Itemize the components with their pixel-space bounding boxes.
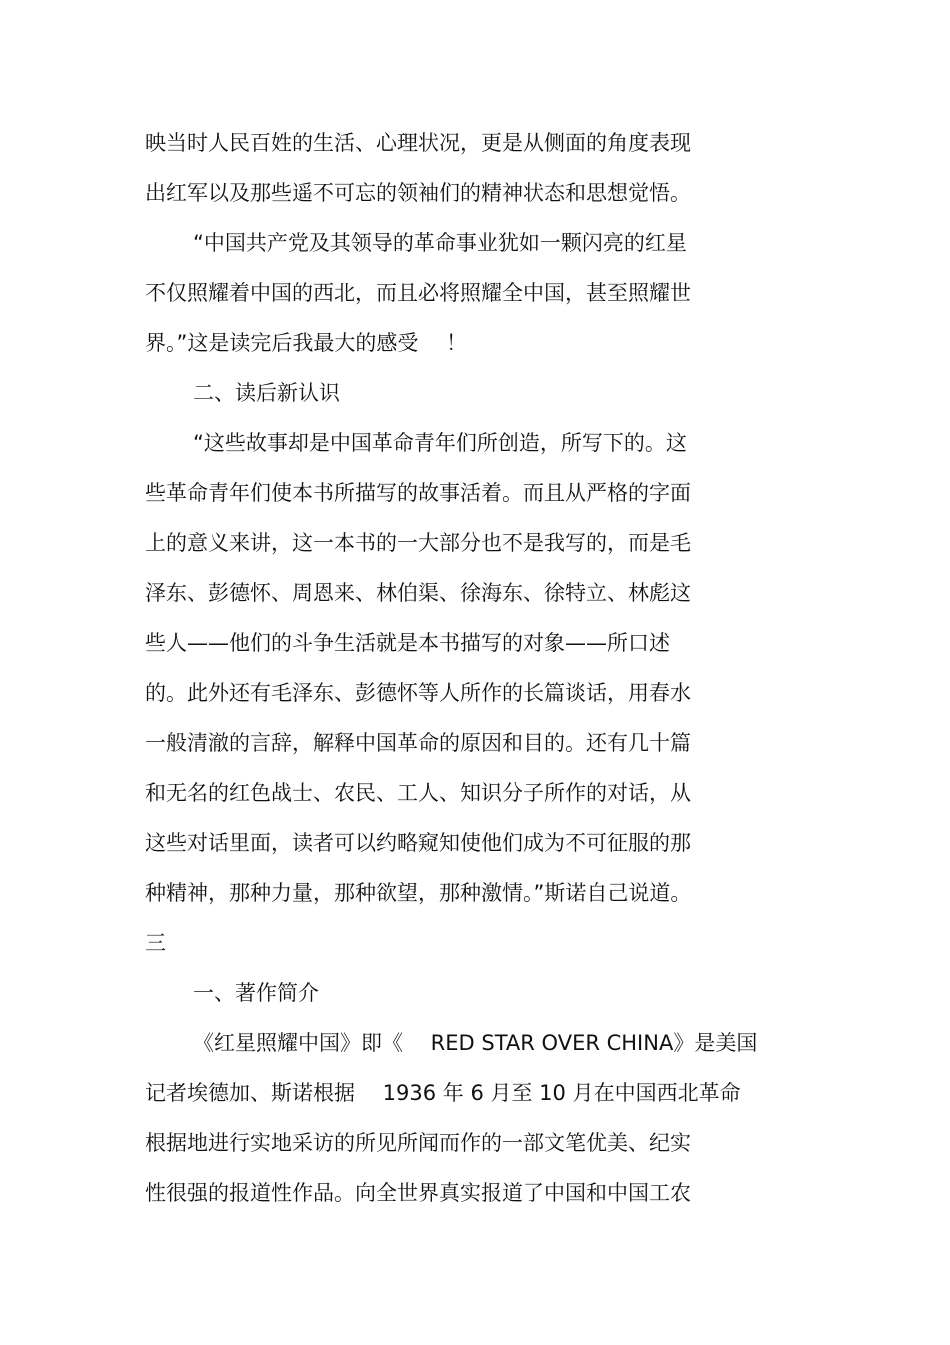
text-line: 种精神，那种力量，那种欲望，那种激情。”斯诺自己说道。 [145,881,692,905]
text-line: 界。”这是读完后我最大的感受 ！ [145,331,468,355]
text-line: 泽东、彭德怀、周恩来、林伯渠、徐海东、徐特立、林彪这 [145,581,691,605]
text-line: 性很强的报道性作品。向全世界真实报道了中国和中国工农 [145,1181,691,1205]
text-line: 些人——他们的斗争生活就是本书描写的对象——所口述 [145,631,670,655]
text-line: 记者埃德加、斯诺根据 1936 年 6 月至 10 月在中国西北革命 [145,1081,741,1105]
text-line: 映当时人民百姓的生活、心理状况，更是从侧面的角度表现 [145,131,691,155]
quote-line: “中国共产党及其领导的革命事业犹如一颗闪亮的红星 [193,231,687,255]
text-line: 这些对话里面，读者可以约略窥知使他们成为不可征服的那 [145,831,691,855]
section-heading: 二、读后新认识 [193,381,340,405]
text-line: 上的意义来讲，这一本书的一大部分也不是我写的，而是毛 [145,531,691,555]
text-line: 不仅照耀着中国的西北，而且必将照耀全中国，甚至照耀世 [145,281,691,305]
quote-line: “这些故事却是中国革命青年们所创造，所写下的。这 [193,431,687,455]
text-line: 和无名的红色战士、农民、工人、知识分子所作的对话，从 [145,781,691,805]
section-heading: 一、著作简介 [193,981,319,1005]
text-line: 的。此外还有毛泽东、彭德怀等人所作的长篇谈话，用春水 [145,681,691,705]
text-line: 出红军以及那些遥不可忘的领袖们的精神状态和思想觉悟。 [145,181,691,205]
text-line: 《红星照耀中国》即《 RED STAR OVER CHINA》是美国 [193,1031,758,1055]
text-line: 一般清澈的言辞，解释中国革命的原因和目的。还有几十篇 [145,731,691,755]
section-number: 三 [145,931,166,955]
text-line: 根据地进行实地采访的所见所闻而作的一部文笔优美、纪实 [145,1131,691,1155]
text-line: 些革命青年们使本书所描写的故事活着。而且从严格的字面 [145,481,691,505]
